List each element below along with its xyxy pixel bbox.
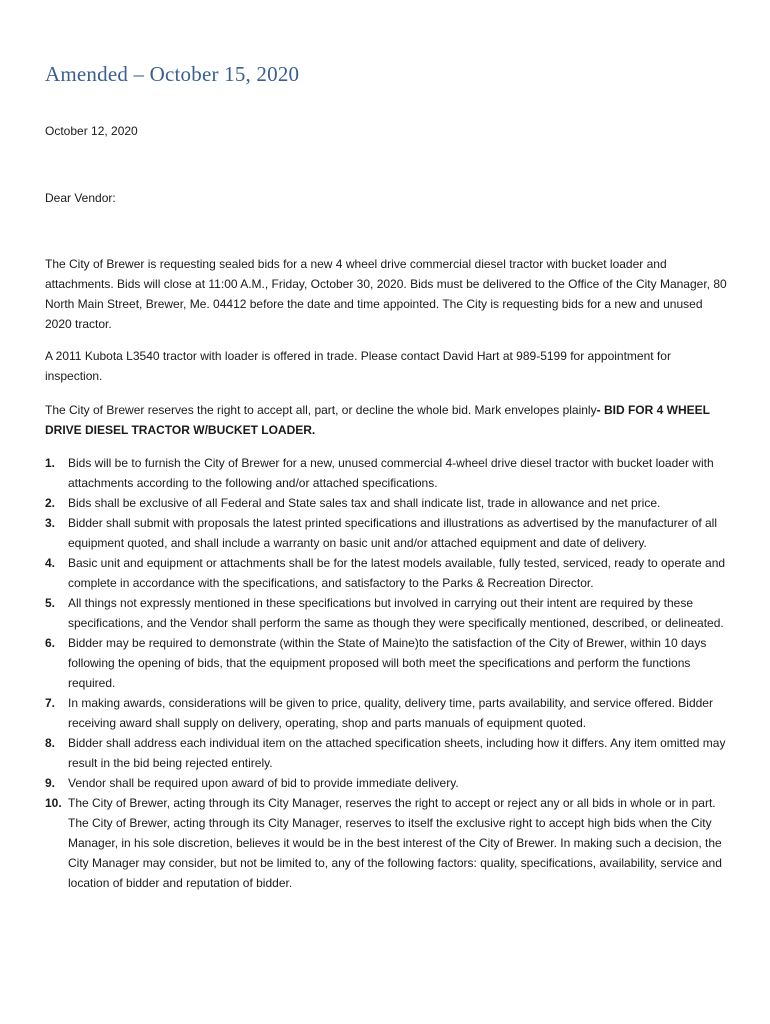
item-text: Basic unit and equipment or attachments shall be for the latest models available, fully tested, serviced, ready to operate and complete in accordance with the specifications, and satisfactory to the Parks & Recreation Director. [68, 556, 726, 590]
item-text: The City of Brewer, acting through its City Manager, reserves the right to accept or reject any or all bids in whole or in part. The City of Brewer, acting through its City Manager, reserves to itself the exclusive right to accept high bids when the City Manager, in his sole discretion, believes it would be in the best interest of the City of Brewer. In making such a decision, the City Manager may consider, but not be limited to, any of the following factors: quality, specifications, availability, service and location of bidder and reputation of bidder. [68, 796, 722, 890]
item-number: 6. [45, 636, 56, 650]
list-item [45, 453, 729, 493]
item-number: 1. [45, 456, 56, 470]
list-item [45, 773, 729, 793]
paragraph-bid-request: The City of Brewer is requesting sealed bids for a new 4 wheel drive commercial diesel tractor with bucket loader and attachments. Bids will close at 11:00 A.M., Friday, October 30, 2020. Bids must be delivered to the Office of the City Manager, 80 North Main Street, Brewer, Me. 04412 before the date and time appointed. The City is requesting bids for a new and unused 2020 tractor. [45, 257, 727, 331]
item-text: Vendor shall be required upon award of bid to provide immediate delivery. [68, 776, 459, 790]
item-text: Bids shall be exclusive of all Federal and State sales tax and shall indicate list, trade in allowance and net price. [68, 496, 661, 510]
item-text: Bidder may be required to demonstrate (within the State of Maine)to the satisfaction of the City of Brewer, within 10 days following the opening of bids, that the equipment proposed will both meet the specifications and perform the functions required. [68, 636, 707, 690]
item-text: In making awards, considerations will be given to price, quality, delivery time, parts availability, and service offered. Bidder receiving award shall supply on delivery, operating, shop and parts manuals of equipment quoted. [68, 696, 713, 730]
item-number: 5. [45, 596, 56, 610]
amended-heading: Amended – October 15, 2020 [45, 62, 300, 86]
item-text: All things not expressly mentioned in these specifications but involved in carrying out their intent are required by these specifications, and the Vendor shall perform the same as though they were specifically mentioned, described, or delineated. [68, 596, 724, 630]
list-item [45, 493, 729, 513]
item-number: 4. [45, 556, 56, 570]
list-item [45, 593, 729, 633]
list-item [45, 693, 729, 733]
item-number: 8. [45, 736, 56, 750]
item-text: Bidder shall address each individual item on the attached specification sheets, including how it differs. Any item omitted may result in the bid being rejected entirely. [68, 736, 726, 770]
list-item [45, 553, 729, 593]
salutation: Dear Vendor: [45, 191, 116, 205]
conditions-list [45, 453, 729, 893]
letter-date: October 12, 2020 [45, 124, 138, 138]
paragraph-reserve-right [45, 400, 729, 440]
list-item [45, 513, 729, 553]
item-number: 3. [45, 516, 56, 530]
item-number: 9. [45, 776, 56, 790]
item-number: 2. [45, 496, 56, 510]
item-text: Bidder shall submit with proposals the latest printed specifications and illustrations as advertised by the manufacturer of all equipment quoted, and shall include a warranty on basic unit and/or attached equipment and date of delivery. [68, 516, 718, 550]
list-item [45, 733, 729, 773]
list-item [45, 793, 729, 893]
list-item [45, 633, 729, 693]
item-number: 7. [45, 696, 56, 710]
item-number: 10. [45, 796, 62, 810]
reserve-text: The City of Brewer reserves the right to accept all, part, or decline the whole bid. Mark envelopes plainly [45, 403, 597, 417]
envelope-marking: - BID FOR 4 WHEEL DRIVE DIESEL TRACTOR W/BUCKET LOADER. [45, 403, 710, 437]
item-text: Bids will be to furnish the City of Brewer for a new, unused commercial 4-wheel drive diesel tractor with bucket loader with attachments according to the following and/or attached specifications. [68, 456, 714, 490]
paragraph-trade-in: A 2011 Kubota L3540 tractor with loader is offered in trade. Please contact David Hart at 989-5199 for appointment for inspection. [45, 349, 671, 383]
